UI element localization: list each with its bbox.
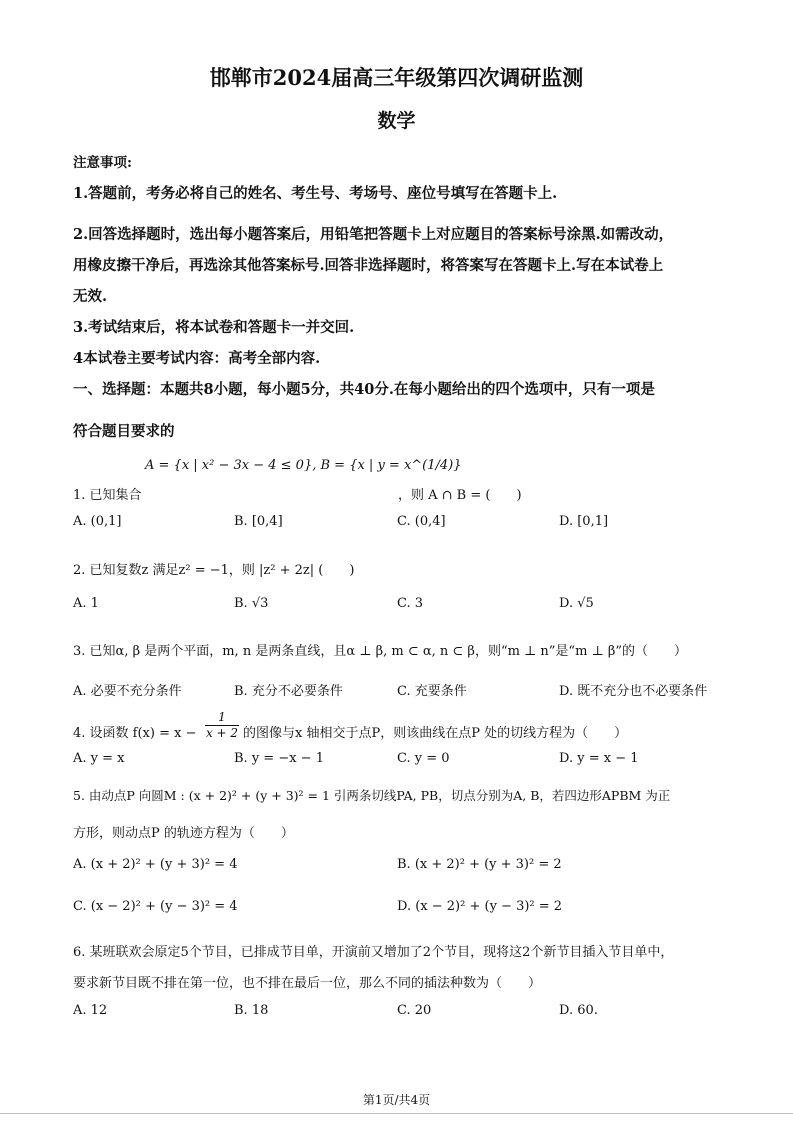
q4-fraction-numerator: 1 [205,710,239,726]
q3-option-b: B. 充分不必要条件 [234,684,343,699]
q4-fraction [205,710,239,741]
q2-stem: 2. 已知复数z 满足z² = −1，则 |z² + 2z| ( ) [73,563,355,578]
q6-stem-line-1: 6. 某班联欢会原定5个节目，已排成节目单，开演前又增加了2个节目，现将这2个新节目插入节目单中， [73,945,674,960]
q6-option-d: D. 60. [559,1003,598,1018]
page-footer: 第1页/共4页 [362,1093,431,1107]
q5-option-c: C. (x − 2)² + (y − 3)² = 4 [73,899,238,914]
q3-option-d: D. 既不充分也不必要条件 [559,684,708,699]
q5-stem-line-2: 方形，则动点P 的轨迹方程为（ ） [73,826,294,841]
q6-option-c: C. 20 [397,1003,432,1018]
notes-heading: 注意事项: [73,155,132,171]
q4-option-c: C. y = 0 [397,751,450,766]
q6-stem-line-2: 要求新节目既不排在第一位，也不排在最后一位，那么不同的插法种数为（ ） [73,976,542,991]
q1-set-formula: A = {x | x² − 3x − 4 ≤ 0}, B = {x | y = x^(1/4)} [145,458,462,473]
q4-stem-pre: 4. 设函数 f(x) = x − [73,726,197,741]
section-heading-line-1: 一、选择题：本题共8小题，每小题5分，共40分.在每小题给出的四个选项中，只有一项是 [73,381,655,398]
note-3: 3.考试结束后，将本试卷和答题卡一并交回. [73,319,355,336]
exam-subject: 数学 [377,110,416,132]
q3-option-a: A. 必要不充分条件 [73,684,182,699]
note-4: 4本试卷主要考试内容：高考全部内容. [73,350,321,367]
footer-rule [0,1113,793,1114]
section-heading-line-2: 符合题目要求的 [73,423,175,440]
q5-option-d: D. (x − 2)² + (y − 3)² = 2 [397,899,563,914]
q4-option-d: D. y = x − 1 [559,751,639,766]
q2-option-a: A. 1 [73,596,99,611]
q1-stem-suffix: ，则 A ∩ B = ( ) [398,488,522,503]
q5-option-a: A. (x + 2)² + (y + 3)² = 4 [73,857,238,872]
note-2-line-2: 用橡皮擦干净后，再选涂其他答案标号.回答非选择题时，将答案写在答题卡上.写在本试卷上 [73,257,664,274]
q3-stem: 3. 已知α, β 是两个平面，m, n 是两条直线，且α ⊥ β, m ⊂ α, n ⊂ β，则“m ⊥ n”是“m ⊥ β”的（ ） [73,644,688,659]
note-2-line-3: 无效. [73,288,108,305]
q1-stem: 1. 已知集合 [73,488,142,503]
q6-option-a: A. 12 [73,1003,108,1018]
q1-option-c: C. (0,4] [397,514,446,529]
q4-stem-post: 的图像与x 轴相交于点P，则该曲线在点P 处的切线方程为（ ） [243,726,628,741]
note-1: 1.答题前，考务必将自己的姓名、考生号、考场号、座位号填写在答题卡上. [73,185,558,202]
q5-stem-line-1: 5. 由动点P 向圆M : (x + 2)² + (y + 3)² = 1 引两条切线PA, PB，切点分别为A, B，若四边形APBM 为正 [73,788,671,803]
q4-option-b: B. y = −x − 1 [234,751,324,766]
q1-option-a: A. (0,1] [73,514,122,529]
q4-option-a: A. y = x [73,751,125,766]
q5-option-b: B. (x + 2)² + (y + 3)² = 2 [397,857,562,872]
q2-option-c: C. 3 [397,596,424,611]
q2-option-b: B. √3 [234,596,269,611]
q3-option-c: C. 充要条件 [397,684,467,699]
q6-option-b: B. 18 [234,1003,269,1018]
q2-option-d: D. √5 [559,596,594,611]
q1-option-b: B. [0,4] [234,514,283,529]
q4-fraction-denominator: x + 2 [205,726,239,740]
exam-title: 邯郸市2024届高三年级第四次调研监测 [209,65,584,90]
note-2-line-1: 2.回答选择题时，选出每小题答案后，用铅笔把答题卡上对应题目的答案标号涂黑.如需改动， [73,226,674,243]
q1-option-d: D. [0,1] [559,514,609,529]
